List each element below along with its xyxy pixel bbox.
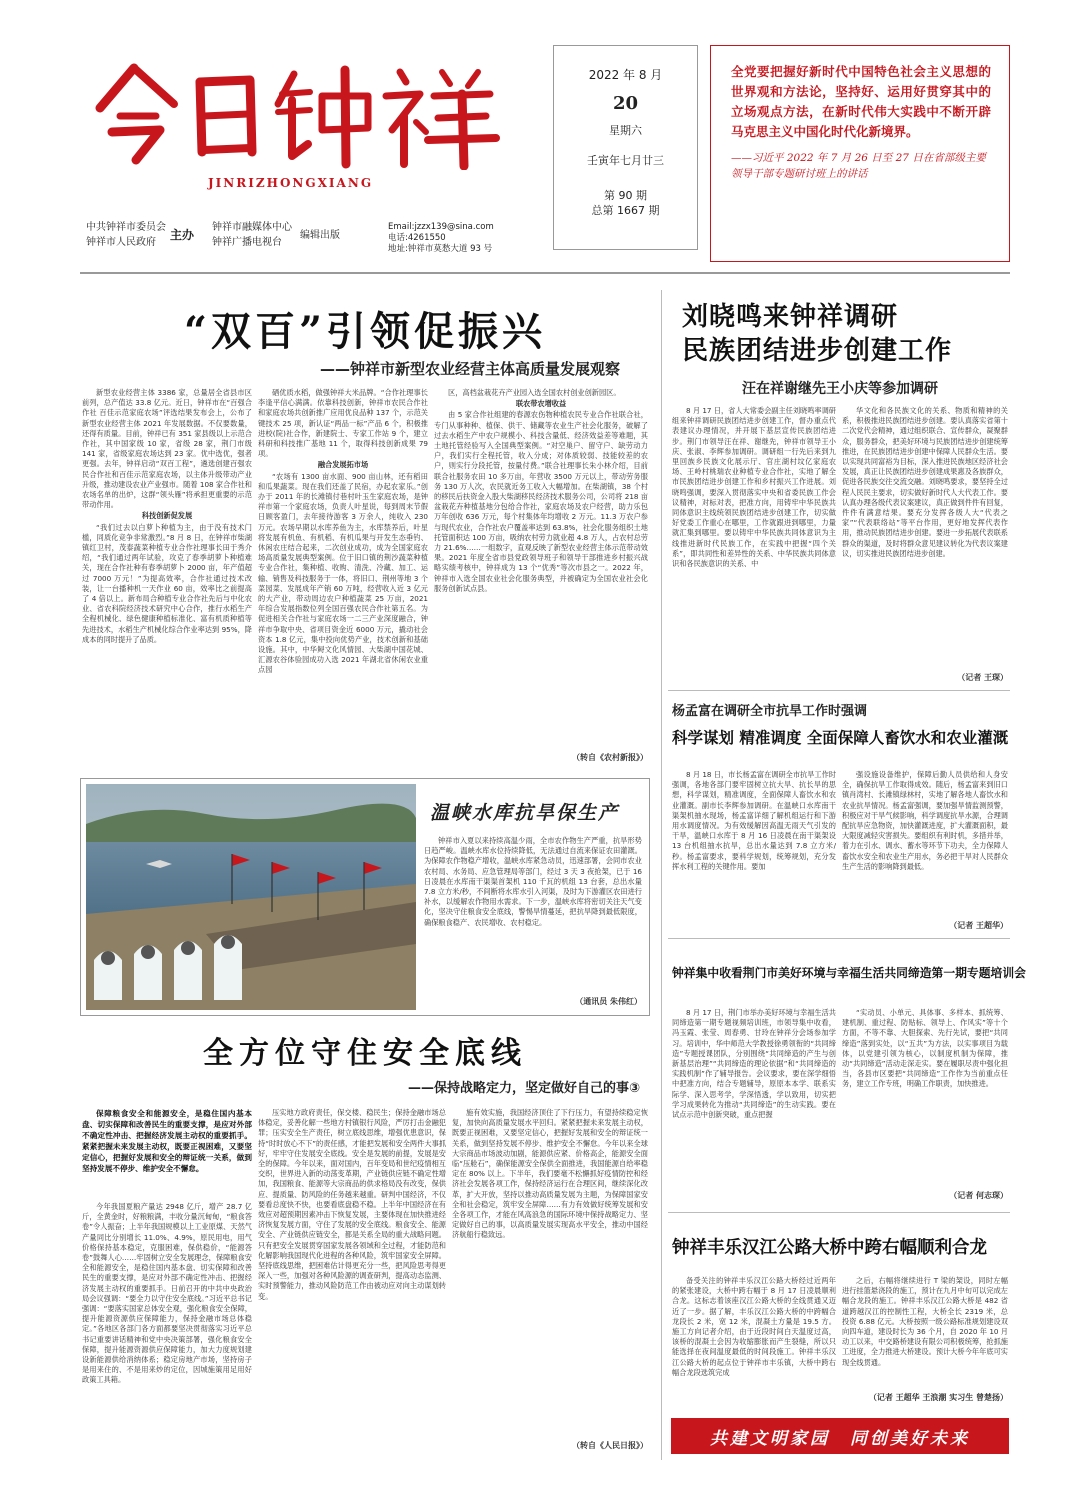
article3-col2-text: 华文化和各民族文化的关系、物质和精神的关系，积极推进民族团结进步创建。要认真落实省第十二次党代会精神，通过组织联合、宣传群众，凝聚群众，服务群众，把美好环境与民族团结进步创建统筹推进，在民族团结进步创建中保障人民群众生活。要以实现共同富裕为目标，深入推进民族地区经济社会发展，真正让民族团结进步创建成果惠及各族群众，促进各民族交往交流交融。刘晓鸣要求，要坚持全过程人民民主要求，切实做好新时代人大代表工作。要认真办理各级代表议案建议，真正做到件件有回复，件件有满意结果。要充分发挥各级人大“代表之家”“代表联络站”等平台作用，更好地发挥代表作用，推动民族团结进步创建。要进一步拓展代表联系群众的渠道，及时将群众意见建议转化为代表议案建议，切实推进民族团结进步创建。 [842, 406, 1008, 558]
article2-col1-text: 今年我国夏粮产量达 2948 亿斤，增产 28.7 亿斤，全黄金时，好粮粮满，丰收分量沉甸甸，“粮食答卷”令人振奋；上半年我国规模以上工业原煤、天然气产量同比分别增长 11.0%、4.9%，原民用电，用气价格保持基本稳定，克服困难，保供稳价，“能源答卷”鼓舞人心……牢固树立安全发展理念，保障粮食安全和能源安全，是稳住国内基本盘、切实保障和改善民生的重要支撑，是应对外部不确定性冲击、把握经济发展主动权的重要抓手。日前召开的中共中央政治局会议强调：“要全力以守住安全底线。”习近平总书记强调：“要落实国家总体安全观，强化粮食安全保障，提升能源资源供应保障能力，保持金融市场总体稳定。”各地区各部门各方面都要坚决贯彻落实习近平总书记重要讲话精神和党中央决策部署，强化粮食安全保障，提升能源资源供应保障能力，加大力度规划建设新能源供给消纳体系；稳定房地产市场，坚持房子是用来住的、不是用来炒的定位，因城施策用足用好政策工具箱。 [82, 1202, 252, 1385]
article1-col2-subhead: 融合发展拓市场 [317, 460, 369, 470]
reservoir-pump-photo-icon [86, 784, 416, 1010]
newspaper-logo [82, 60, 502, 170]
sponsor-1: 中共钟祥市委员会 [86, 222, 166, 233]
article1-col3-text: 区，高档盆栽花卉产业园入选全国农村创业创新园区。 [448, 388, 621, 397]
date-year-month: 2022 年 8 月 [588, 68, 663, 82]
article4-column-1 [672, 770, 836, 930]
article4-kicker: 杨孟富在调研全市抗旱工作时强调 [672, 704, 868, 719]
article6-col1-text: 备受关注的钟祥丰乐汉江公路大桥经过近两年的紧张建设，大桥中跨右幅于 8 月 17 日凌晨顺利合龙。这标志着该座汉江公路大桥的全线贯通又迈近了一步。据了解，丰乐汉江公路大桥的中跨幅合龙段长 2 米，宽 12 米，混凝土方量是 19.5 方。施工方向记者介绍，由于近段时间白天温度过高，该桥的混凝土会因为收缩膨胀而产生裂缝，所以只能选择在夜间温度最低的时间段施工。钟祥丰乐汉江公路大桥的起点位于钟祥市丰乐镇，大桥中跨右幅合龙段选筑完成 [672, 1276, 836, 1377]
contact-email: Email:jzzx139@sina.com [388, 222, 494, 232]
quote-source: ——习近平 2022 年 7 月 26 日至 27 日在省部级主要领导干部专题研讨班上的讲话 [731, 152, 986, 180]
article5-divider [668, 1212, 1010, 1213]
article6-title: 钟祥丰乐汉江公路大桥中跨右幅顺利合龙 [672, 1238, 987, 1258]
article6-credit: （记者 王超华 王浪潮 实习生 曾楚扬） [868, 1393, 1008, 1402]
article1-credit: （转自《农村新报》） [572, 753, 648, 762]
article2-credit: （转自《人民日报》） [572, 1441, 648, 1450]
contact-phone: 电话:4261550 [388, 233, 446, 243]
article1-col2-text: 硒优质水稻，做强钟祥大米品牌。“合作社理事长李逢平信心满满。依靠科技创新，钟祥市农民合作社和家庭农场共创新推广应用优良品种 137 个，示范关键技术 25 项，新认证“两品一标”产品 6 个，积极推进校(院)社合作，新建院士、专家工作站 9 个，建立科研和科技推广基地 11 个，取得科技创新成果 79 项。 [258, 388, 428, 459]
date-lunar: 壬寅年七月廿三 [587, 154, 664, 167]
article4-column-2 [842, 770, 1008, 916]
quote-box [710, 45, 1010, 262]
article1-col3-subhead: 联农带农增收益 [515, 399, 567, 409]
article3-col1-text: 8 月 17 日，省人大常委会副主任刘晓鸣率调研组来钟祥调研民族团结进步创建工作，督办重点代表建议办理情况，并开展下基层宣传民族团结进步。荆门市领导汪在祥、谢继先，钟祥市领导王小庆、张淑、李辉参加调研。调研组一行先后来到九里回族乡民族文化展示厅、官庄湖村坟亿家庭农场、王岭村桃瑞农业种植专业合作社，实地了解全市民族团结进步创建工作和乡村振兴工作进展。刘晓鸣强调，要深入贯彻落实中央和省委民族工作会议精神，对标对表，把准方向，用铸牢中华民族共同体意识主线统领民族团结进步创建工作，切实做好党委工作重心在哪里，工作就跟进到哪里，力量就汇集到哪里。要以铸牢中华民族共同体意识为主线推进新时代民族工作，在实践中把握“四个关系”，即共同性和差异性的关系、中华民族共同体意识和各民族意识的关系、中 [672, 406, 836, 569]
article1-col1-text: 新型农业经营主体 3386 家，总量居全省县市区前列，总产值达 33.8 亿元。近日，钟祥市在“百强合作社 百佳示范家庭农场”评选结果发布会上，公布了新型农业经营主体 2021 年发展数据。不仅要数量，还得有质量。目前，钟祥已有 351 家县级以上示范合作社，其中国家级 10 家，省级 28 家，荆门市级 141 家，省级家庭农场达到 23 家。优中选优，强者更强。去年，钟祥启动“双百工程”，遴选创建百强农民合作社和百佳示范家庭农场，以主体升级带动产业升级，推动建设农业产业强市。随着 108 家合作社和农场名单的出炉，这群“领头雁”将承担更重要的示范带动作用。 [82, 388, 252, 510]
article2-lead-text: 保障粮食安全和能源安全，是稳住国内基本盘、切实保障和改善民生的重要支撑，是应对外部不确定性冲击、把握经济发展主动权的重要抓手。紧紧把握未来发展主动权，既要正视困难，又要坚定信心，把握好发展和安全的辩证统一关系，做到坚持发展不停步、维护安全不懈怠。 [82, 1109, 252, 1173]
article3-credit: （记者 王琛） [957, 673, 1008, 682]
article1-col1-subhead: 科技创新促发展 [141, 511, 193, 521]
column-divider [661, 290, 662, 1460]
article1-col1b-text: “我们过去以白萝卜种植为主，由于没有技术门槛，同质化竞争非常激烈。”8 月 8 日，在钟祥市柴湖镇红卫村，茂泰蔬菜种植专业合作社理事长田于秀介绍，“我们通过两年试验，攻克了春季胡萝卜种植难关，现在合作社种有春季胡萝卜 2000 亩，年产值超过 7000 万元！”为提高效率，合作社通过技术改装，让一台播种机一天作业 60 亩，效率比之前提高了 4 倍以上。新布局合种植专业合作社先后与中化农业、省农科院经济技术研究中心合作，推行水稻生产全程机械化、绿色健康种植标准化、富有机质种植等先进技术，水稻生产机械化综合作业率达到 95%，降成本的同时提升了品质。 [82, 522, 252, 644]
sponsor-role: 主办 [170, 227, 195, 242]
article4-col1-text: 8 月 18 日，市长杨孟富在调研全市抗旱工作时强调，各地各部门要牢固树立抗大旱、抗长旱的思想，科学谋划，精准调度，全面保障人畜饮水和农业灌溉。副市长李辉参加调研。在温峡口水库南干渠架机抽水现场，杨孟富详细了解机组运行和下游用水调度情况。为有效缓解因高温无雨天气引发的干旱，温峡口水库于 8 月 16 日凌晨在南干渠架设 13 台机组抽水抗旱，总出水量达到 7.8 立方米/秒。杨孟富要求，要科学规划，统筹规划，充分发挥水利工程的关键作用。要加 [672, 770, 836, 871]
photo-article-body [424, 836, 642, 994]
article5-credit: （记者 何志琛） [949, 1191, 1008, 1200]
article3-title [672, 300, 1008, 368]
article5-column-2 [842, 1008, 1008, 1186]
publisher-role: 编辑出版 [300, 229, 341, 241]
article5-col2-text: “实动员、小单元、具体事、多样本、抓统筹、建机制、重过程、防贴标、领导上、作风实”等十个方面，不等不靠、大胆探索、先行先试，要把“共同缔造”落到实处，以“五共”为方法，以实事项目为载体，以党建引领为核心，以制度机制为保障，推动“共同缔造”活动走深走实。要在履职尽责中强化担当，各县市区要把“共同缔造”工作作为当前重点任务，建立工作专班，明确工作职责，加快推进。 [842, 1008, 1008, 1089]
contact-block [388, 222, 494, 255]
article5-col1-text: 8 月 17 日，荆门市举办美好环境与幸福生活共同缔造第一期专题视频培训班，市领导集中收看，冯玉霞、张莹、周春勇、甘玲在钟祥分会场参加学习。培训中，华中师范大学教授徐勇领衔的“共同缔造”专题授课团队，分别围绕“共同缔造的产生与创新基层治理”“共同缔造的理论依据”和“共同缔造的实践机制”作了辅导报告。会议要求，要在深学细悟中把准方向，结合专题辅导，原原本本学、联系实际学、深入思考学，学深悟透，学以致用，切实把学习成果转化为推动“共同缔造”的生动实践。要在试点示范中创新突破，重点把握 [672, 1008, 836, 1120]
article1-subtitle: ——钟祥市新型农业经营主体高质量发展观察 [319, 360, 620, 378]
article5-title: 钟祥集中收看荆门市美好环境与幸福生活共同缔造第一期专题培训会 [672, 966, 1026, 980]
article2-column-3 [452, 1108, 648, 1436]
footer-slogan-banner [671, 1418, 1009, 1454]
photo-article-credit: （通讯员 朱伟红） [575, 997, 642, 1006]
quote-text: 全党要把握好新时代中国特色社会主义思想的世界观和方法论，坚持好、运用好贯穿其中的立场观点方法，在新时代伟大实践中不断开辟马克思主义中国化时代化新境界。 [731, 64, 991, 139]
article4-title: 科学谋划 精准调度 全面保障人畜饮水和农业灌溉 [672, 729, 1009, 747]
article3-title-line2: 民族团结进步创建工作 [682, 336, 953, 366]
article2-lead [82, 1108, 252, 1194]
article2-title: 全方位守住安全底线 [203, 1036, 527, 1071]
masthead-divider [80, 272, 1010, 274]
masthead-pinyin: JINRIZHONGXIANG [208, 176, 374, 190]
issue-number: 第 90 期 [604, 189, 647, 202]
article2-column-2 [258, 1108, 446, 1454]
publisher-1: 钟祥市融媒体中心 [212, 222, 293, 233]
article2-col2-text: 压实地方政府责任，保交楼、稳民生；保持金融市场总体稳定，妥善化解一些地方村镇银行风险，严厉打击金融犯罪；压实安全生产责任，树立底线思维，增强优患意识，保持“时时放心不下”的责任感，才能把发展和安全两件大事抓好，牢牢守住发展安全底线。安全是发展的前提，发展是安全的保障。今年以来，面对国内，百年变局和世纪疫情相互交织，世界进入新的动荡变革期，产业链供应链不确定性增加，我国粮食、能源等大宗商品的供求格局没有改变，保供应、提质量、防风险的任务越来越重。研判中国经济，不仅要看总度快不快，也要看底盘稳不稳。上半年中国经济在有效应对超预期因素冲击下恢复发展，主要体现在加快推进经济恢复发展方面，守住了发展的安全底线。粮食安全、能源安全、产业链供应链安全，都是关系全局的重大战略问题。只有把安全发展贯穿国家发展各领域和全过程，才能防范和化解影响我国现代化进程的各种风险，筑牢国家安全屏障。坚持底线思维，把困难估计得更充分一些，把风险思考得更深入一些，加强对各种风险源的调查研判，提高动态监测、实时预警能力，推动风险防范工作由被动应对向主动谋划转变。 [258, 1108, 446, 1301]
article5-column-1 [672, 1008, 836, 1204]
article4-divider [668, 938, 1010, 939]
footer-slogan-text: 共建文明家园 同创美好未来 [710, 1428, 970, 1449]
article4-credit: （记者 王超华） [949, 921, 1008, 930]
article1-col3b-text: 由 5 家合作社组建的春源农伤物种植农民专业合作社联合社，专门从事种种、植保、供干、储藏等农业生产社会化服务，破解了过去水稻生产中农户规模小、科技含量低、经济效益差等难题，其土地托管经验写入全国典型案例。“对空巢户、留守户、缺劳动力户，我们实行全程托管，收入分成；对体质较弱、技能较差的农户，则实行分段托管，按量付费。”联合社理事长朱小林介绍，目前联合社服务农田 10 多万亩，年营收 3500 万元以上，带动劳务服务 130 万人次，农民就近务工收入大幅增加。在柴湖镇，38 个村的移民后扶资金入股大柴湖移民经济技术服务公司，公司将 218 亩盆栽花卉种植基地分包给合作社，家庭农场及农户经营，助力乐包万年创收 636 万元，每个村集体年均增收 2 万元。11.3 万农户参与现代农业，合作社农户覆盖率达到 63.8%，社会化服务组织土地托管面积达 100 万亩，吸纳农村劳力就业超 4.8 万人，占农村总劳力 21.6%……一组数字，直观反映了新型农业经营主体示范带动效果。2021 年度全省市县党政领导班子和领导干部推进乡村振兴战略实绩考核中，钟祥成为 13 个“优秀”等次市县之一。2022 年，钟祥市入选全国农业社会化服务典型，并被确定为全国农业社会化服务创新试点县。 [434, 410, 648, 593]
article3-subtitle: 汪在祥谢继先王小庆等参加调研 [742, 381, 938, 397]
article4-col2-text: 强设施设备维护，保障后勤人员供给和人身安全，确保抗旱工作取得成效。随后，杨孟富来到旧口镇肖湾村、长滩镇绿林村，实地了解各地人畜饮水和农业抗旱情况。杨孟富强调，要加强旱情监测预警，积极应对干旱气候影响，科学调度抗旱水源，合理调配抗旱应急物资，加快灌溉进度，扩大灌溉面积，最大限度减轻灾害损失。要组织有利时机，多措并举，着力在引水、调水、蓄水等环节下功夫，全力保障人畜饮水安全和农业生产用水，务必把干旱对人民群众生产生活的影响降到最低。 [842, 770, 1008, 871]
logo-calligraphy-icon [82, 60, 502, 170]
publisher-2: 钟祥广播电视台 [212, 237, 283, 248]
article6-col2-text: 之后，右幅将继续进行 T 梁的架设，同时左幅进行挂篮悬浇段的施工，预计在九月中旬可以完成左幅合龙段的施工。钟祥丰乐汉江公路大桥是 482 省道跨越汉江的控制性工程，大桥全长 2319 米，总投资 6.88 亿元。大桥按照一级公路标准规划建设双向四车道，建设时长为 36 个月，自 2020 年 10 月动工以来，中交路桥建设有限公司积极统筹，抢抓施工进度，全力推进大桥建设。预计大桥今年年底可实现全线贯通。 [842, 1276, 1008, 1367]
date-box [553, 45, 698, 250]
article3-column-2 [842, 406, 1008, 670]
article6-column-2 [842, 1276, 1008, 1388]
date-day: 20 [612, 93, 639, 114]
contact-address: 地址:钟祥市莫愁大道 93 号 [388, 244, 493, 254]
article1-column-2 [258, 388, 428, 768]
article1-col2b-text: “农场有 1300 亩水面、900 亩山林，还有稻田和瓜果蔬菜。现在我们还盖了民宿，办起农家乐。”创办于 2011 年的长滩镇付巷村叶玉生家庭农场，是钟祥市第一个家庭农场，负责人叶星说，每到周末节假日顾客盈门，去年接待游客 3 万余人，纯收入 230 万元。农场早期以水库养鱼为主，水库禁养后，叶星将发展有机鱼、有机稻、有机瓜果与开发生态垂钓、休闲农庄结合起来，二次创业成功，成为全国家庭农场高质量发展典型案例。位于旧口镇的荆沙蔬菜种植专业合作社，集种植、收购、清洗、冷藏、加工、运输、销售及科技服务于一体，将旧口、荆州等地 3 个菜园菜、发展成年产销 60 万吨，经营收入近 3 亿元的大产业，带动周边农户种植蔬菜 25 万亩，2021 年综合发展指数位列全国百强农民合作社第五名。为促进相关合作社与家庭农场一二三产业深度融合，钟祥市争取中央、省项目资金近 6000 万元，撬动社会资本 1.8 亿元，集中投向优势产业，技术创新和基础设施。其中，中华鲟文化风情园、大柴湖中国花城、汇源农谷体验园成功入选 2021 年湖北省休闲农业重点园 [258, 471, 428, 675]
photo-article-text: 钟祥市入夏以来持续高温少雨，全市农作物生产严重，抗旱形势日趋严峻。温峡水库水位持续降低，无法通过自流来保证农田灌溉。为保障农作物稳产增收，温峡水库紧急动员，迅速部署，会同市农业农村局、水务局、应急管理局等部门，经过 3 天 3 夜抢架，已于 16 日凌晨在水库南干渠渠首架机 110 千瓦的机组 13 台套，总出水量 7.8 立方米/秒，不间断将水库水引入河渠，及时为下游灌区农田进行补水，以缓解农作物用水需求。下一步，温峡水库将密切关注天气变化，坚决守住粮食安全底线，警惕旱情蔓延，把抗旱降到最低限度，确保粮食稳产、农民增收、农村稳定。 [424, 836, 642, 927]
article3-column-1 [672, 406, 836, 688]
sponsor-2: 钟祥市人民政府 [86, 237, 156, 248]
article2-col3-text: 施有效实施，我国经济顶住了下行压力，有望持续稳定恢复，加快向高质量发展水平回归。紧紧把握未来发展主动权，既要正视困难，又要坚定信心，把握好发展和安全的辩证统一关系，做到坚持发展不停步、维护安全不懈怠。今年以来全球大宗商品市场波动加剧，能源供应紧、价格高企，能源安全面临“压舱石”，确保能源安全保供全面推进，我国能源自给率稳定在 80% 以上。下半年，我们要毫不松懈抓好疫情防控和经济社会发展各项工作，保持经济运行在合理区间，继续深化改革，扩大开放，坚持以推动高质量发展为主题，为保障国家安全和社会稳定，筑牢安全屏障……有力有效做好统筹发展和安全各项工作，才能在风高浪急的国际环境中保持战略定力、坚定做好自己的事，以高质量发展实现高水平安全，推动中国经济航船行稳致远。 [452, 1108, 648, 1240]
photo-article-title: 温峡水库抗旱保生产 [430, 802, 620, 824]
date-weekday: 星期六 [609, 124, 642, 137]
masthead [0, 0, 1078, 292]
sponsor-block [86, 220, 340, 250]
article1-title: “双百”引领促振兴 [183, 308, 546, 355]
article6-column-1 [672, 1276, 836, 1406]
article1-column-1 [82, 388, 252, 768]
article3-divider [668, 690, 1010, 691]
article2-subtitle: ——保持战略定力，坚定做好自己的事③ [407, 1081, 640, 1096]
article2-column-1 [82, 1202, 252, 1452]
total-issue-number: 总第 1667 期 [591, 204, 660, 217]
reservoir-photo [86, 784, 416, 1010]
article1-column-3 [434, 388, 648, 748]
article3-title-line1: 刘晓鸣来钟祥调研 [682, 302, 899, 332]
